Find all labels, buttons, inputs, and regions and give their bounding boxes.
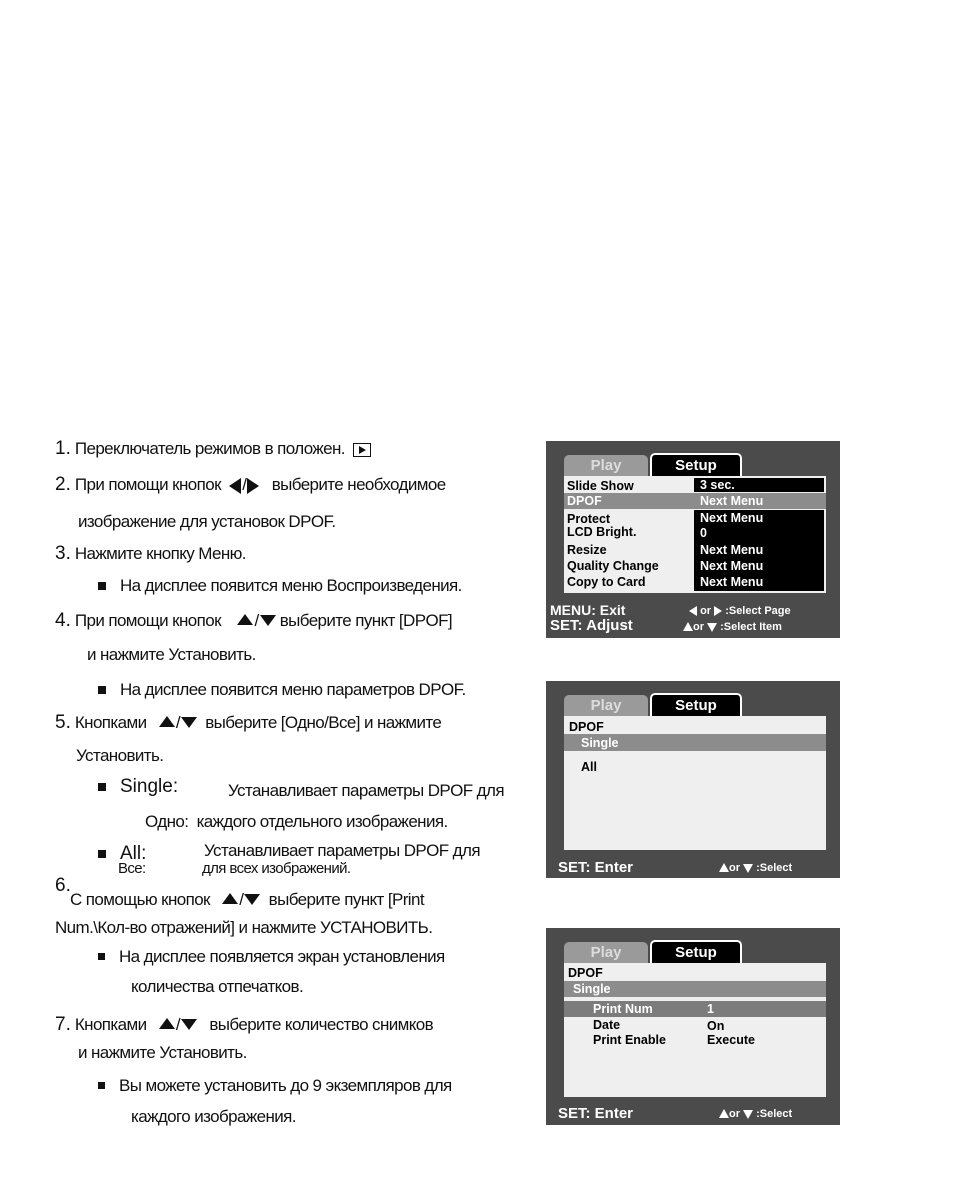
step-6: С помощью кнопок / выберите пункт [Print bbox=[70, 890, 424, 909]
right-arrow-icon bbox=[714, 606, 722, 616]
up-arrow-icon bbox=[159, 716, 175, 727]
bullet-icon bbox=[98, 686, 106, 694]
tab-setup[interactable]: Setup bbox=[650, 693, 742, 716]
menu-item-value: Next Menu bbox=[700, 559, 764, 573]
up-arrow-icon bbox=[719, 863, 729, 872]
down-arrow-icon bbox=[707, 623, 717, 632]
menu-item-label[interactable]: Quality Change bbox=[567, 559, 659, 573]
playback-mode-icon bbox=[353, 443, 371, 457]
bullet-icon bbox=[98, 850, 106, 858]
footer-select-item: or :Select Item bbox=[683, 620, 782, 635]
step-4-bullet: На дисплее появится меню параметров DPOF. bbox=[98, 680, 466, 700]
down-arrow-icon bbox=[260, 615, 276, 626]
menu-item-value: Next Menu bbox=[700, 494, 764, 508]
menu-item-label[interactable]: LCD Bright. bbox=[567, 525, 637, 539]
tab-setup[interactable]: Setup bbox=[650, 940, 742, 963]
footer-menu-exit: MENU: Exit bbox=[550, 602, 626, 618]
option-date[interactable]: Date bbox=[593, 1018, 621, 1032]
menu-panel bbox=[564, 716, 826, 850]
step-6-num: 6. bbox=[55, 875, 71, 896]
step-2-line2: изображение для установок DPOF. bbox=[78, 512, 336, 531]
tab-setup[interactable]: Setup bbox=[650, 453, 742, 476]
option-print-num[interactable]: Print Num bbox=[593, 1002, 653, 1016]
step-5-single-ru: Одно: каждого отдельного изображения. bbox=[145, 812, 448, 831]
lcd-screen-play-menu bbox=[546, 441, 840, 638]
down-arrow-icon bbox=[244, 894, 260, 905]
lcd-screen-dpof-menu bbox=[546, 681, 840, 878]
step-7-bullet: Вы можете установить до 9 экземпляров для bbox=[98, 1076, 452, 1096]
menu-panel bbox=[564, 476, 826, 593]
step-5-single-desc: Устанавливает параметры DPOF для bbox=[228, 781, 504, 800]
down-arrow-icon bbox=[743, 864, 753, 873]
tab-play[interactable]: Play bbox=[564, 942, 648, 963]
menu-item-label[interactable]: Protect bbox=[567, 512, 611, 526]
print-enable-value: Execute bbox=[707, 1033, 755, 1047]
tab-play[interactable]: Play bbox=[564, 695, 648, 716]
footer-set-adjust: SET: Adjust bbox=[550, 617, 633, 634]
step-7: 7. Кнопками / выберите количество снимков bbox=[55, 1014, 434, 1035]
footer-select-page: or :Select Page bbox=[689, 604, 791, 619]
bullet-icon bbox=[98, 1082, 105, 1089]
option-all[interactable]: All bbox=[581, 760, 597, 774]
step-4: 4. При помощи кнопок / выберите пункт [DPOF] bbox=[55, 610, 452, 631]
step-7-line2: и нажмите Установить. bbox=[78, 1043, 247, 1062]
step-5-single: Single: bbox=[98, 776, 178, 798]
step-5: 5. Кнопками / выберите [Одно/Все] и нажмите bbox=[55, 712, 442, 733]
up-arrow-icon bbox=[237, 614, 253, 625]
step-3-bullet: На дисплее появится меню Воспроизведения. bbox=[98, 576, 462, 596]
up-arrow-icon bbox=[159, 1018, 175, 1029]
step-5-all: All: bbox=[98, 843, 146, 865]
up-arrow-icon bbox=[719, 1109, 729, 1118]
step-5-all-desc2: для всех изображений. bbox=[202, 860, 351, 877]
left-arrow-icon bbox=[229, 478, 241, 494]
submenu-title: Single bbox=[573, 982, 611, 996]
footer-select: or :Select bbox=[719, 1107, 792, 1122]
menu-panel bbox=[564, 963, 826, 1097]
bullet-icon bbox=[98, 783, 106, 791]
step-5-all-ru: Все: bbox=[118, 860, 146, 877]
menu-heading: DPOF bbox=[569, 720, 604, 734]
step-6-bullet: На дисплее появляется экран установления bbox=[98, 947, 445, 967]
menu-item-value: Next Menu bbox=[700, 543, 764, 557]
menu-heading: DPOF bbox=[568, 966, 603, 980]
up-arrow-icon bbox=[222, 893, 238, 904]
menu-item-label[interactable]: DPOF bbox=[567, 494, 602, 508]
lcd-screen-dpof-single bbox=[546, 928, 840, 1125]
right-arrow-icon bbox=[247, 478, 259, 494]
step-4-line2: и нажмите Установить. bbox=[87, 645, 256, 664]
menu-item-value: 0 bbox=[700, 526, 707, 540]
step-3: 3. Нажмите кнопку Меню. bbox=[55, 543, 246, 564]
step-6-line2: Num.\Кол-во отражений] и нажмите УСТАНОВИТЬ. bbox=[55, 918, 433, 937]
step-5-line2: Установить. bbox=[76, 746, 164, 765]
footer-set-enter: SET: Enter bbox=[558, 1105, 634, 1122]
up-arrow-icon bbox=[683, 622, 693, 631]
step-7-bullet-line2: каждого изображения. bbox=[131, 1107, 296, 1126]
menu-item-label[interactable]: Slide Show bbox=[567, 479, 634, 493]
option-print-enable[interactable]: Print Enable bbox=[593, 1033, 666, 1047]
menu-item-value: Next Menu bbox=[700, 511, 764, 525]
left-arrow-icon bbox=[689, 606, 697, 616]
print-num-value: 1 bbox=[707, 1002, 714, 1016]
date-value: On bbox=[707, 1019, 725, 1033]
footer-select: or :Select bbox=[719, 861, 792, 876]
step-2: 2. При помощи кнопок / выберите необходимое bbox=[55, 474, 446, 495]
bullet-icon bbox=[98, 953, 105, 960]
footer-set-enter: SET: Enter bbox=[558, 859, 634, 876]
menu-item-label[interactable]: Resize bbox=[567, 543, 607, 557]
down-arrow-icon bbox=[181, 1019, 197, 1030]
bullet-icon bbox=[98, 582, 106, 590]
option-single[interactable]: Single bbox=[581, 736, 619, 750]
step-5-all-desc: Устанавливает параметры DPOF для bbox=[204, 841, 480, 860]
menu-item-value: Next Menu bbox=[700, 575, 764, 589]
step-1: 1. Переключатель режимов в положен. bbox=[55, 438, 371, 460]
down-arrow-icon bbox=[743, 1110, 753, 1119]
tab-play[interactable]: Play bbox=[564, 455, 648, 476]
menu-item-label[interactable]: Copy to Card bbox=[567, 575, 646, 589]
down-arrow-icon bbox=[181, 717, 197, 728]
menu-item-value: 3 sec. bbox=[694, 478, 824, 492]
step-6-bullet-line2: количества отпечатков. bbox=[131, 977, 304, 996]
